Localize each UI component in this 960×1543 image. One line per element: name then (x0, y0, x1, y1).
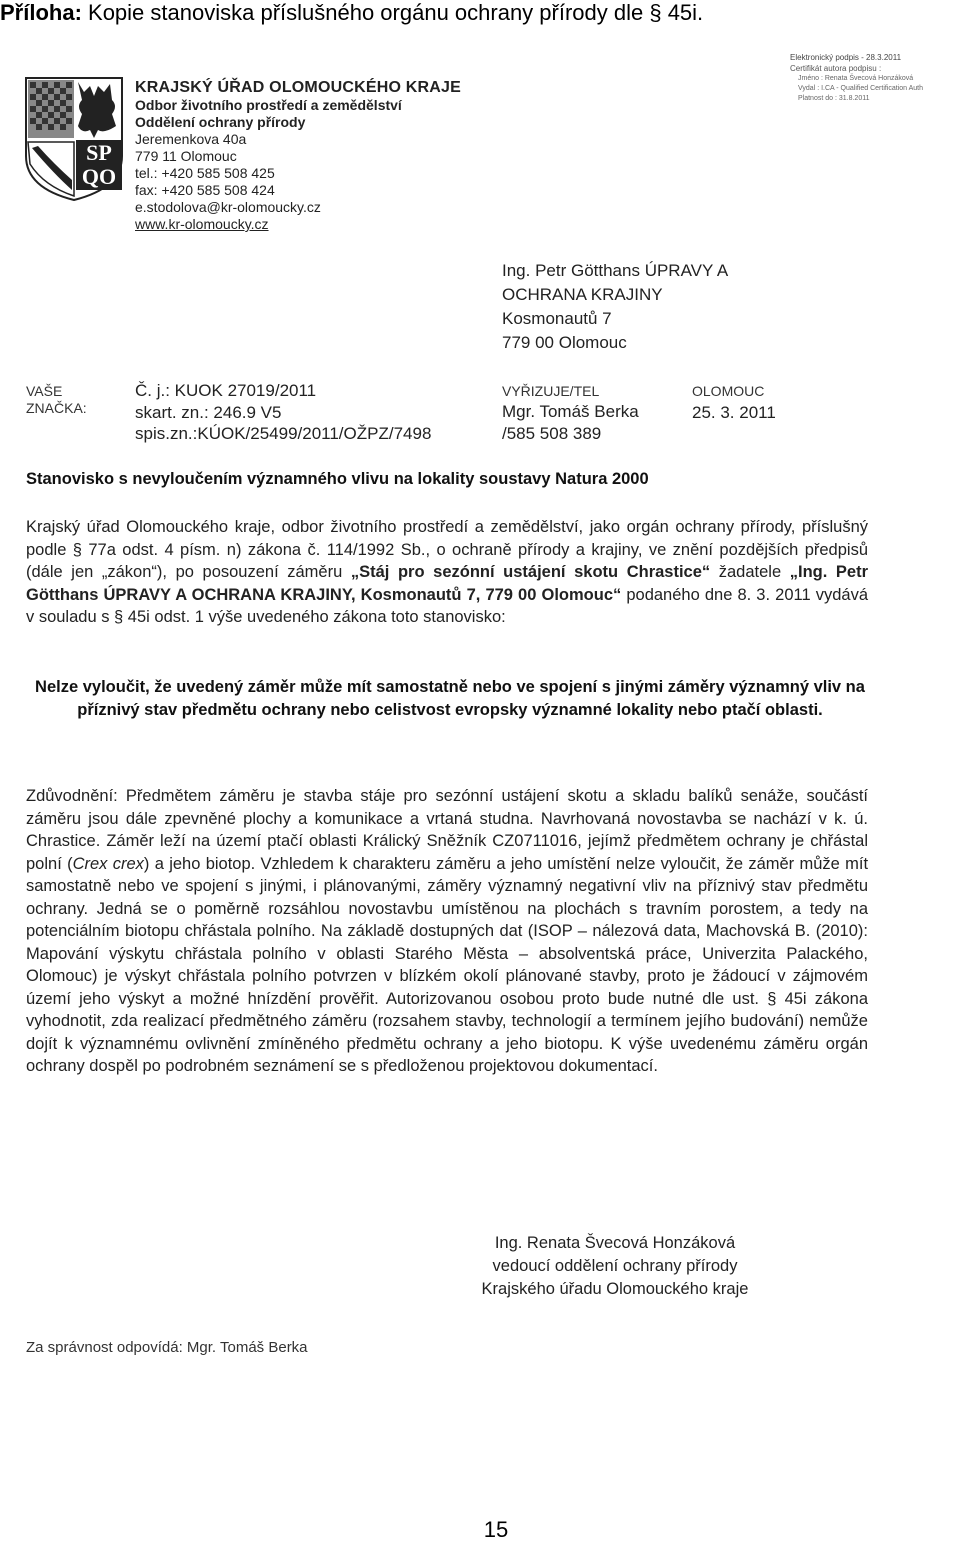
recipient-line-4: 779 00 Olomouc (502, 333, 627, 352)
sender-department: Odbor životního prostředí a zemědělství (135, 97, 402, 113)
signatory-role: vedoucí oddělení ochrany přírody (492, 1257, 738, 1275)
sender-website-link[interactable]: www.kr-olomoucky.cz (135, 216, 269, 232)
recipient-line-2: OCHRANA KRAJINY (502, 285, 663, 304)
p1-project-name: „Stáj pro sezónní ustájení skotu Chrastice“ (350, 563, 711, 581)
p2-text-1: Zdůvodnění: Předmětem záměru je stavba stáje pro sezónní ustájení skotu a skladu balíků senáže, součástí záměru jsou dále zpevněné plochy a komunikace a vrtaná studna. Navrhovaná novostavba se nachází v k. ú. Chrastice. Záměr leží na území ptačí oblasti Králický Sněžník CZ0711016, jejímž předmětem ochrany je chřástal polní ( (26, 787, 868, 873)
handled-by-name: Mgr. Tomáš Berka (502, 402, 639, 421)
p2-text-2: ) a jeho biotop. Vzhledem k charakteru záměru a jeho umístění nelze vyloučit, že záměr může mít samostatně nebo ve spojení s jinými, i plánovanými, záměry významný negativní vliv na příznivý stav předmětu ochrany. Jedná se o poměrně rozsáhlou novostavbu umístěnou na plochách s travním porostem, a tedy na potenciálním biotopu chřástala polního. Na základě dostupných dat (ISOP – nálezová data, Machovská B. (2010): Mapování výskytu chřástala polního v oblasti Starého Města – absolventská práce, Univerzita Palackého, Olomouc) je výskyt chřástala polního potvrzen v blízkém okolí plánované stavby, proto je žádoucí v zájmovém území jeho výskyt a možné hnízdění prověřit. Autorizovanou osobou proto bude nutné dle ust. § 45i zákona vyhodnotit, zda realizací předmětného záměru (rozsahem stavby, technologií a termínem jejího budování) nemůže dojít k významnému ovlivnění zmíněného předmětu ochrany a jeho biotopu. K výše uvedenému záměru orgán ochrany dospěl po podrobném seznámení se s předloženou projektovou dokumentací. (26, 854, 869, 1075)
recipient-line-3: Kosmonautů 7 (502, 309, 612, 328)
signature-block (455, 1232, 775, 1301)
your-reference-label (26, 383, 87, 417)
handled-by-label: VYŘIZUJE/TEL (502, 383, 600, 399)
recipient-address-block (502, 259, 728, 355)
attachment-heading (0, 0, 703, 26)
coat-of-arms-icon (24, 76, 124, 202)
responsible-person: Za správnost odpovídá: Mgr. Tomáš Berka (26, 1339, 308, 1356)
sender-email: e.stodolova@kr-olomoucky.cz (135, 199, 321, 215)
document-title: Stanovisko s nevyloučením významného vlivu na lokality soustavy Natura 2000 (26, 470, 649, 488)
esign-name: Jméno : Renata Švecová Honzáková (798, 75, 914, 82)
ref-skart: skart. zn.: 246.9 V5 (135, 402, 282, 422)
sender-street: Jeremenkova 40a (135, 131, 247, 147)
recipient-line-1: Ing. Petr Götthans ÚPRAVY A (502, 261, 729, 280)
document-date: 25. 3. 2011 (692, 403, 776, 422)
p1-text-2: žadatele (710, 563, 790, 581)
handled-by-phone: /585 508 389 (502, 423, 602, 443)
p2-species-latin: Crex crex (72, 854, 144, 873)
ref-cj: Č. j.: KUOK 27019/2011 (135, 381, 317, 400)
conclusion-statement: Nelze vyloučit, že uvedený záměr může mít samostatně nebo ve spojení s jinými záměry významný vliv na příznivý stav předmětu ochrany nebo celistvost evropsky významné lokality nebo ptačí oblasti. (35, 678, 865, 719)
sender-city: 779 11 Olomouc (135, 148, 237, 164)
crest-letters-bottom: QO (81, 164, 117, 189)
sender-organization: KRAJSKÝ ÚŘAD OLOMOUCKÉHO KRAJE (135, 79, 462, 96)
crest-letters-top: SP (86, 140, 112, 165)
p1-text-1: Krajský úřad Olomouckého kraje, odbor životního prostředí a zemědělství, jako orgán ochrany přírody, příslušný podle § 77a odst. 4 písm. n) zákona č. 114/1992 Sb., o ochraně přírody a krajiny, ve znění pozdějších předpisů (dále jen „zákon“), po posouzení záměru (26, 518, 868, 581)
esign-valid: Platnost do : 31.8.2011 (798, 95, 870, 102)
esign-title: Elektronický podpis - 28.3.2011 (790, 53, 902, 62)
sender-fax: fax: +420 585 508 424 (135, 182, 275, 198)
esign-cert: Certifikát autora podpisu : (790, 64, 882, 73)
esign-issuer: Vydal : I.CA - Qualified Certification Auth (798, 85, 924, 92)
heading-label: Příloha: (0, 0, 82, 25)
sender-phone: tel.: +420 585 508 425 (135, 165, 275, 181)
page-number: 15 (483, 1517, 509, 1542)
place-label: OLOMOUC (692, 383, 765, 399)
handled-by-block (502, 383, 639, 444)
ref-label-line2: ZNAČKA: (26, 400, 87, 416)
p1-applicant: „Ing. Petr Götthans ÚPRAVY A OCHRANA KRAJINY, Kosmonautů 7, 779 00 Olomouc“ (26, 563, 868, 604)
ref-spis: spis.zn.:KÚOK/25499/2011/OŽPZ/7498 (135, 424, 432, 443)
place-date-block (692, 383, 776, 424)
ref-label-line1: VAŠE (26, 383, 63, 399)
signatory-name: Ing. Renata Švecová Honzáková (494, 1234, 736, 1252)
sender-unit: Oddělení ochrany přírody (135, 114, 306, 130)
sender-address-block (135, 78, 461, 233)
p1-text-3: podaného dne 8. 3. 2011 vydává v souladu s § 45i odst. 1 výše uvedeného zákona toto stanovisko: (26, 585, 868, 626)
paragraph-justification (26, 785, 868, 1078)
reference-numbers (135, 380, 431, 445)
heading-text: Kopie stanoviska příslušného orgánu ochrany přírody dle § 45i. (81, 0, 704, 25)
paragraph-introduction (26, 516, 868, 629)
electronic-signature-stamp (790, 52, 960, 104)
signatory-office: Krajského úřadu Olomouckého kraje (481, 1280, 749, 1298)
